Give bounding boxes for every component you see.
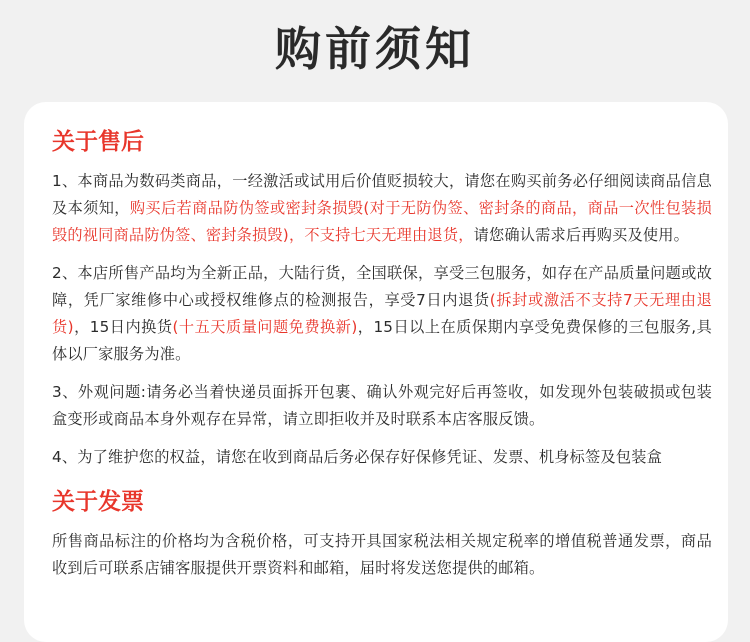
notice-content [52, 122, 712, 593]
after-sales-item-2 [52, 260, 712, 368]
after-sales-heading: 关于售后 [52, 129, 144, 155]
after-sales-item-2-text-b: ，15日内换货 [73, 318, 173, 336]
after-sales-item-1-text-b: 请您确认需求后再购买及使用。 [473, 226, 690, 244]
invoice-paragraph: 所售商品标注的价格均为含税价格，可支持开具国家税法相关规定税率的增值税普通发票，商品收到后可联系店铺客服提供开票资料和邮箱，届时将发送您提供的邮箱。 [52, 532, 712, 577]
after-sales-item-1-text-a: 1、本商品为数码类商品，一经激活或试用后价值贬损较大，请您在购买前务必仔细阅读商品信息及本须知， [52, 172, 712, 217]
after-sales-item-2-text-c: ，15日以上在质保期内享受免费保修的三包服务,具体以厂家服务为准。 [52, 318, 713, 363]
after-sales-item-1 [52, 168, 712, 249]
after-sales-item-3: 3、外观问题:请务必当着快递员面拆开包裹、确认外观完好后再签收，如发现外包装破损或包装盒变形或商品本身外观存在异常，请立即拒收并及时联系本店客服反馈。 [52, 383, 712, 428]
after-sales-item-2-warning-exchange: (十五天质量问题免费换新) [172, 318, 358, 336]
after-sales-item-2-warning-return: (拆封或激活不支持7天无理由退货) [52, 291, 713, 336]
invoice-heading: 关于发票 [52, 489, 144, 515]
after-sales-item-1-warning: 购买后若商品防伪签或密封条损毁(对于无防伪签、密封条的商品，商品一次性包装损毁的视同商品防伪签、密封条损毁)，不支持七天无理由退货， [52, 199, 712, 244]
after-sales-item-2-text-a: 2、本店所售产品均为全新正品，大陆行货，全国联保，享受三包服务，如存在产品质量问题或故障，凭厂家维修中心或授权维修点的检测报告，享受7日内退货 [52, 264, 712, 309]
page-title: 购前须知 [275, 22, 475, 76]
notice-card [24, 102, 728, 642]
after-sales-item-4: 4、为了维护您的权益，请您在收到商品后务必保存好保修凭证、发票、机身标签及包装盒 [52, 448, 662, 466]
